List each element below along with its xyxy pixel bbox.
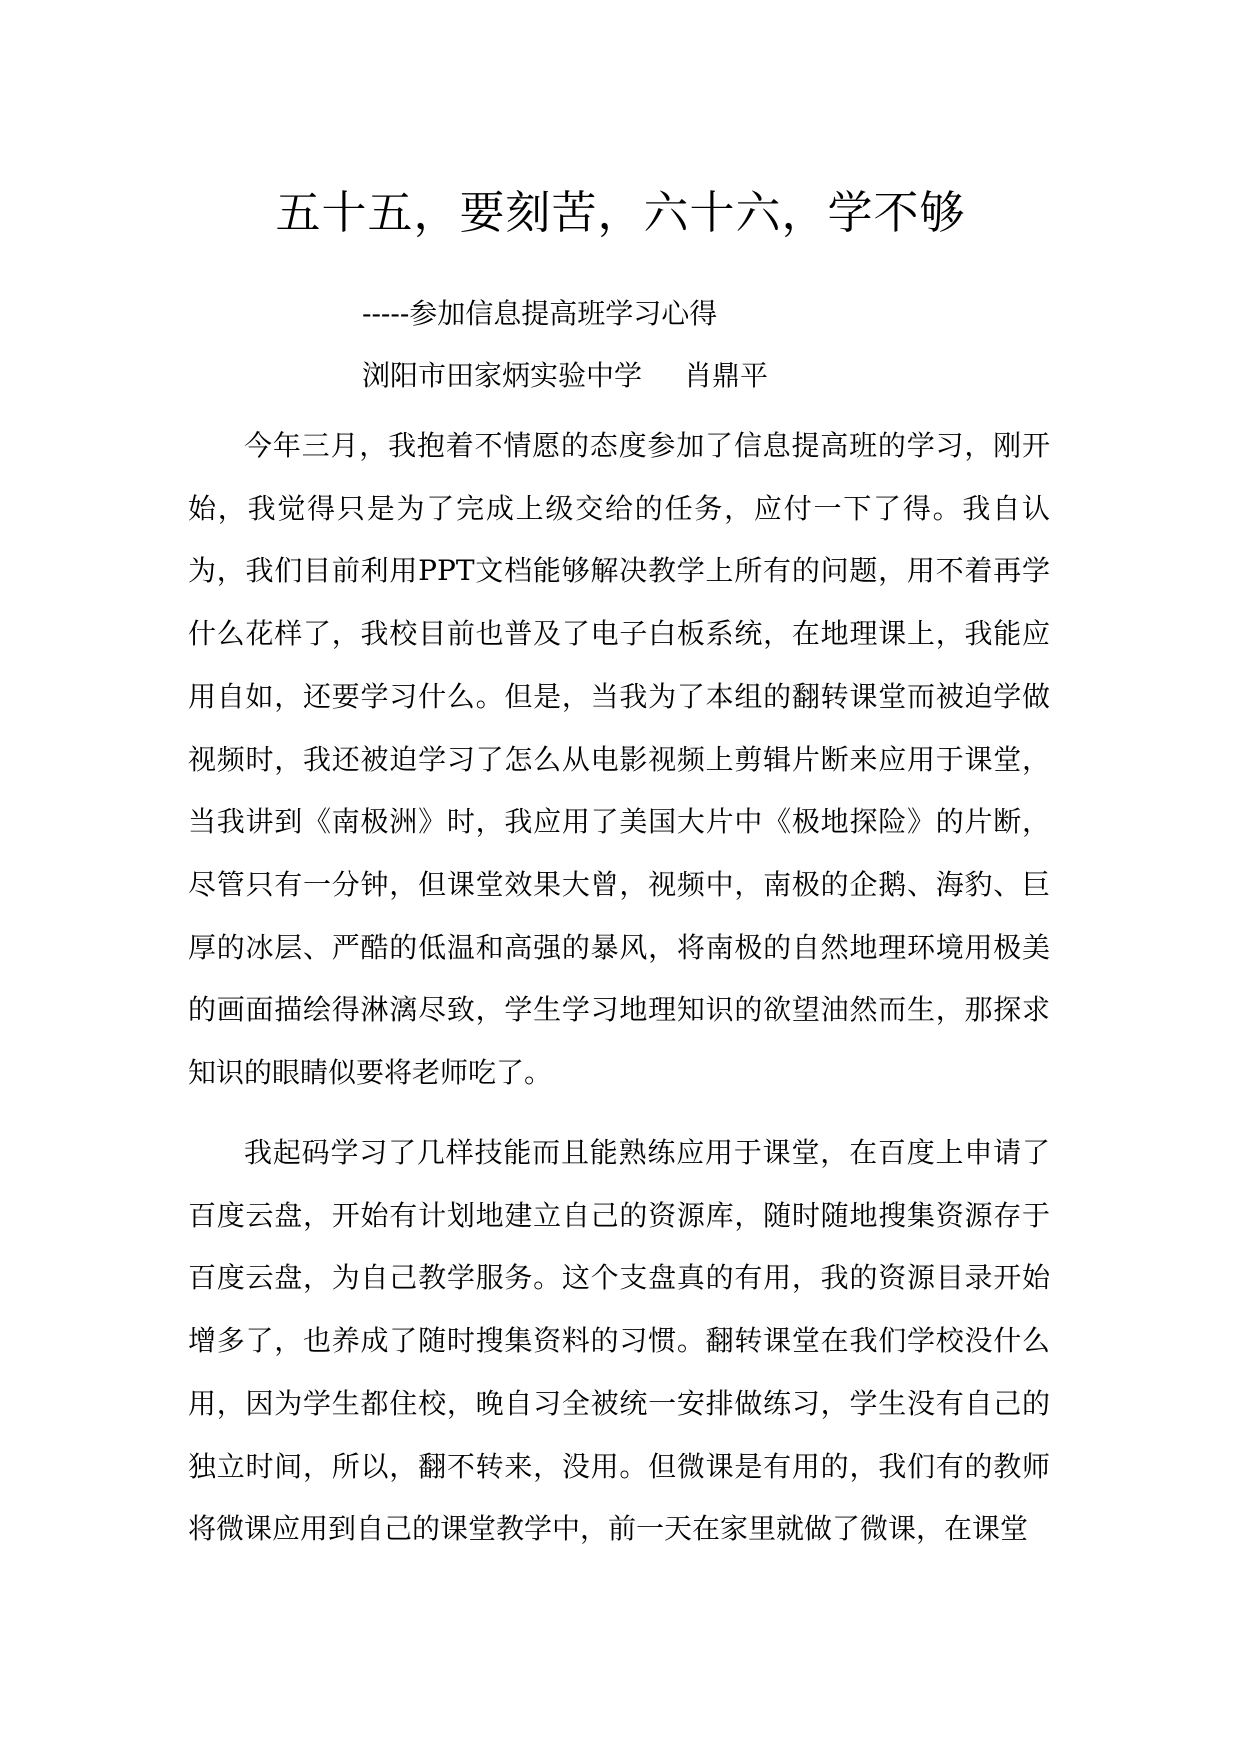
subtitle: -----参加信息提高班学习心得: [362, 297, 718, 330]
byline: [362, 356, 768, 396]
body-paragraph-1: 今年三月，我抱着不情愿的态度参加了信息提高班的学习，刚开始，我觉得只是为了完成上级交给的任务，应付一下了得。我自认为，我们目前利用PPT文档能够解决教学上所有的问题，用不着再学什么花样了，我校目前也普及了电子白板系统，在地理课上，我能应用自如，还要学习什么。但是，当我为了本组的翻转课堂而被迫学做视频时，我还被迫学习了怎么从电影视频上剪辑片断来应用于课堂，当我讲到《南极洲》时，我应用了美国大片中《极地探险》的片断，尽管只有一分钟，但课堂效果大曾，视频中，南极的企鹅、海豹、巨厚的冰层、严酷的低温和高强的暴风，将南极的自然地理环境用极美的画面描绘得淋漓尽致，学生学习地理知识的欲望油然而生，那探求知识的眼睛似要将老师吃了。: [188, 429, 1050, 1090]
author-name: 肖鼎平: [684, 359, 769, 392]
page-title: 五十五，要刻苦，六十六，学不够: [275, 186, 966, 239]
school-name: 浏阳市田家炳实验中学: [362, 359, 643, 392]
body-paragraph-2: 我起码学习了几样技能而且能熟练应用于课堂，在百度上申请了百度云盘，开始有计划地建立自己的资源库，随时随地搜集资源存于百度云盘，为自己教学服务。这个支盘真的有用，我的资源目录开始增多了，也养成了随时搜集资料的习惯。翻转课堂在我们学校没什么用，因为学生都住校，晚自习全被统一安排做练习，学生没有自己的独立时间，所以，翻不转来，没用。但微课是有用的，我们有的教师将微课应用到自己的课堂教学中，前一天在家里就做了微课，在课堂: [188, 1136, 1050, 1546]
